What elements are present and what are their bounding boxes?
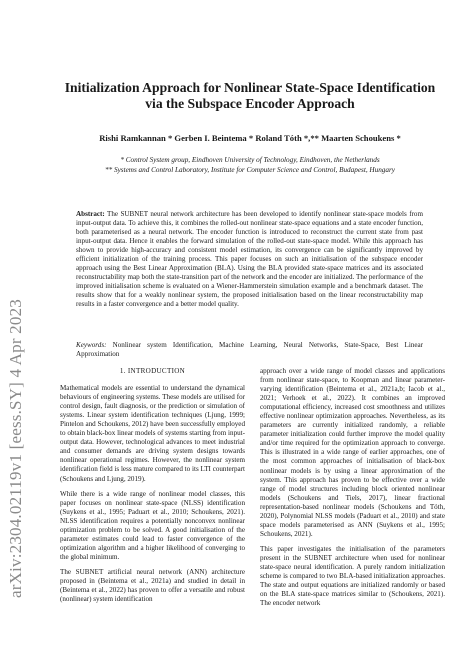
keywords-text: Nonlinear system Identification, Machine Learning, Neural Networks, State-Space, Best Linear Approximation (76, 341, 423, 358)
paper-title: Initialization Approach for Nonlinear State-Space Identification via the Subspace Encoder Approach (64, 80, 436, 111)
arxiv-identifier[interactable]: arXiv:2304.02119v1 [eess.SY] 4 Apr 2023 (6, 299, 25, 598)
intro-paragraph-4: approach over a wide range of model classes and applications from nonlinear state-space, to Koopman and linear parameter-varying identification (Beintema et al., 2021a,b; Iacob et al., 2021; Verhoek et al., 2022). It combines an improved computational efficiency, increased cost smoothness and utilizes effective nonlinear optimization approaches. Nevertheless, as its parameters are currently initialized randomly, a reliable parameter initialization could further improve the model quality and/or time required for the optimization approach to converge. This is illustrated in a wide range of earlier approaches, one of the most common approaches of initialisation of black-box nonlinear models is by using a linear approximation of the system. This approach has proven to be effective over a wide range of model structures including block oriented nonlinear models (Schoukens and Tiels, 2017), linear fractional representation-based nonlinear models (Schoukens and Tóth, 2020), Polynomial NLSS models (Paduart et al., 2010) and state space models parameterised as ANN (Suykens et al., 1995; Schoukens, 2021). (260, 367, 445, 538)
intro-paragraph-1: Mathematical models are essential to understand the dynamical behaviours of engineering systems. These models are utilised for control design, fault diagnosis, or the prediction or simulation of systems. Linear system identification techniques (Ljung, 1999; Pintelon and Schoukens, 2012) have been successfully employed to obtain black-box linear models of systems starting from input-output data. However, technological advances to meet industrial and consumer demands are driving system designs towards nonlinear operational regimes. However, the nonlinear system identification field is less mature compared to its LTI counterpart (Schoukens and Ljung, 2019). (60, 384, 245, 483)
affiliation-2: ** Systems and Control Laboratory, Institute for Computer Science and Control, Budapest, Hungary (105, 165, 395, 174)
author-list: Rishi Ramkannan * Gerben I. Beintema * Roland Tóth *,** Maarten Schoukens * (99, 133, 401, 143)
keywords-label: Keywords: (76, 341, 107, 349)
intro-paragraph-2: While there is a wide range of nonlinear model classes, this paper focuses on nonlinear state-space (NLSS) identification (Suykens et al., 1995; Paduart et al., 2010; Schoukens, 2021). NLSS identification requires a potentially nonconvex nonlinear optimization problem to be solved. A good initialisation of the parameter estimates could lead to faster convergence of the optimization algorithm and a higher likelihood of converging to the global minimum. (60, 489, 245, 561)
right-column (260, 367, 445, 614)
abstract-text: The SUBNET neural network architecture has been developed to identify nonlinear state-space models from input-output data. To achieve this, it combines the rolled-out nonlinear state-space equations and a state encoder function, both parameterised as a neural network. The encoder function is introduced to reconstruct the current state from past input-output data. Hence it enables the forward simulation of the rolled-out state-space model. While this approach has shown to provide high-accuracy and consistent model estimation, its convergence can be significantly improved by efficient initialization of the training process. This paper focuses on such an initialisation of the subspace encoder approach using the Best Linear Approximation (BLA). Using the BLA provided state-space matrices and its associated reconstructability map both the state-transition part of the network and the encoder are initialized. The performance of the improved initialisation scheme is evaluated on a Wiener-Hammerstein simulation example and a benchmark dataset. The results show that for a weakly nonlinear system, the proposed initialisation based on the linear reconstructability map results in a faster convergence and a better model quality. (76, 210, 423, 309)
affiliations (60, 156, 440, 175)
affiliation-1: * Control System group, Eindhoven University of Technology, Eindhoven, the Netherlands (120, 156, 380, 164)
intro-paragraph-3: The SUBNET artificial neural network (ANN) architecture proposed in (Beintema et al., 2021a) and studied in detail in (Beintema et al., 2022) has proven to offer a versatile and robust (nonlinear) system identification (60, 567, 245, 604)
section-title-introduction: 1. INTRODUCTION (119, 367, 186, 375)
intro-paragraph-5: This paper investigates the initialisation of the parameters present in the SUBNET architecture when used for nonlinear state-space neural identification. A purely random initialization scheme is compared to two BLA-based initialization approaches. The state and output equations are initialized randomly or based on the BLA state-space matrices similar to (Schoukens, 2021). The encoder network (260, 544, 445, 608)
keywords (76, 341, 423, 359)
abstract (76, 210, 423, 310)
left-column (60, 367, 245, 610)
abstract-label: Abstract: (76, 210, 105, 218)
